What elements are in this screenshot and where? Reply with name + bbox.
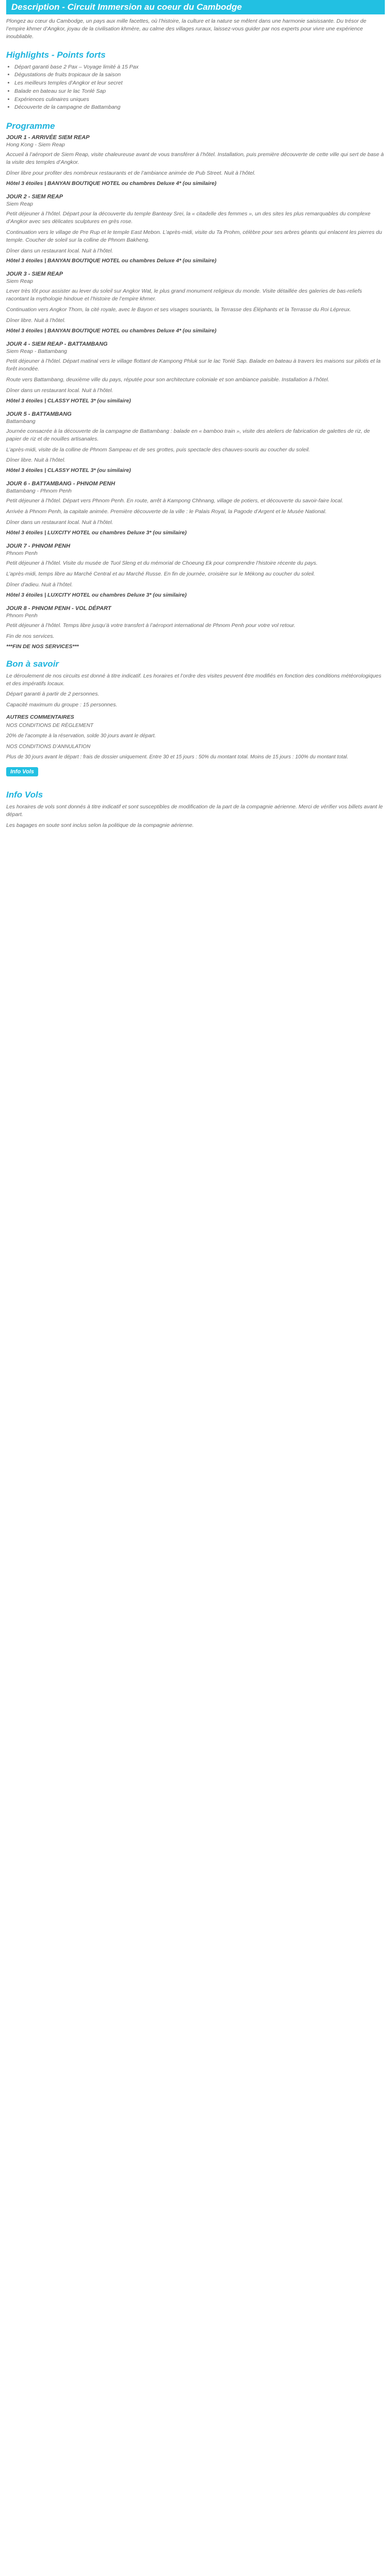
day-title: JOUR 3 - SIEM REAP xyxy=(6,271,63,278)
day-hotel: Hôtel 3 étoiles | BANYAN BOUTIQUE HOTEL ou chambres Deluxe 4* (ou similaire) xyxy=(6,328,217,334)
day-hotel: Hôtel 3 étoiles | BANYAN BOUTIQUE HOTEL ou chambres Deluxe 4* (ou similaire) xyxy=(6,258,217,264)
highlight-item: • Balade en bateau sur le lac Tonlé Sap xyxy=(14,88,385,96)
day-hotel: Hôtel 3 étoiles | LUXCITY HOTEL ou chambres Deluxe 3* (ou similaire) xyxy=(6,591,187,598)
day-block xyxy=(6,481,385,536)
highlight-item: • Dégustations de fruits tropicaux de la saison xyxy=(14,71,385,79)
program-days xyxy=(6,134,385,649)
day-block xyxy=(6,134,385,187)
day-paragraph: Dîner dans un restaurant local. Nuit à l’hôtel. xyxy=(6,247,113,254)
day-route: Battambang - Phnom Penh xyxy=(6,488,72,495)
day-route: Siem Reap - Battambang xyxy=(6,348,67,355)
day-hotel: Hôtel 3 étoiles | CLASSY HOTEL 3* (ou similaire) xyxy=(6,467,131,474)
day-paragraph: Dîner libre. Nuit à l’hôtel. xyxy=(6,317,66,324)
day-paragraph: L’après-midi, temps libre au Marché Central et au Marché Russe. En fin de journée, croisière sur le Mékong au coucher du soleil. xyxy=(6,570,315,577)
end-of-services: ***FIN DE NOS SERVICES*** xyxy=(6,643,79,650)
info-paragraph: Capacité maximum du groupe : 15 personnes. xyxy=(6,702,118,708)
day-route: Phnom Penh xyxy=(6,550,38,557)
day-hotel: Hôtel 3 étoiles | BANYAN BOUTIQUE HOTEL ou chambres Deluxe 4* (ou similaire) xyxy=(6,180,217,187)
day-title: JOUR 5 - BATTAMBANG xyxy=(6,411,72,417)
intro-text: Plongez au cœur du Cambodge, un pays aux mille facettes, où l’histoire, la culture et la nature se mêlent dans une harmonie saisissante. Du trésor de l’empire khmer d’Angkor, joyau de la civilisation khmère, au calme des villages ruraux, laissez-vous guider par nos experts pour vivre une expérience inoubliable. xyxy=(6,18,367,40)
day-block xyxy=(6,605,385,650)
info-paragraph: Le déroulement de nos circuits est donné à titre indicatif. Les horaires et l’ordre des visites peuvent être modifiés en fonction des conditions météorologiques et des impératifs locaux. xyxy=(6,672,382,687)
day-title: JOUR 8 - PHNOM PENH - VOL DÉPART xyxy=(6,605,111,612)
day-title: JOUR 6 - BATTAMBANG - PHNOM PENH xyxy=(6,481,116,487)
day-title: JOUR 2 - SIEM REAP xyxy=(6,193,63,200)
day-paragraph: Petit déjeuner à l’hôtel. Départ pour la découverte du temple Banteay Srei, la « citadelle des femmes », un des sites les plus remarquables du complexe d’Angkor avec ses délicates sculptures en grès rose. xyxy=(6,210,371,225)
day-paragraph: Dîner d’adieu. Nuit à l’hôtel. xyxy=(6,581,73,588)
highlight-item: • Expériences culinaires uniques xyxy=(14,96,385,104)
day-paragraph: Continuation vers Angkor Thom, la cité royale, avec le Bayon et ses visages souriants, la Terrasse des Éléphants et la Terrasse du Roi Lépreux. xyxy=(6,307,351,313)
day-title: JOUR 4 - SIEM REAP - BATTAMBANG xyxy=(6,341,108,348)
highlights-heading: Highlights - Points forts xyxy=(6,49,106,60)
day-paragraph: Petit déjeuner à l’hôtel. Visite du musée de Tuol Sleng et du mémorial de Choeung Ek pour comprendre l’histoire récente du pays. xyxy=(6,560,318,567)
day-route: Battambang xyxy=(6,418,36,425)
day-route: Hong Kong - Siem Reap xyxy=(6,142,65,148)
day-paragraph: Dîner dans un restaurant local. Nuit à l’hôtel. xyxy=(6,519,113,526)
conditions-item: 20% de l’acompte à la réservation, solde 30 jours avant le départ. xyxy=(6,733,156,739)
day-paragraph: Petit déjeuner à l’hôtel. Temps libre jusqu’à votre transfert à l’aéroport international de Phnom Penh pour votre vol retour. xyxy=(6,622,296,629)
page-title: Description - Circuit Immersion au coeur du Cambodge xyxy=(6,0,385,14)
day-paragraph: L’après-midi, visite de la colline de Phnom Sampeau et de ses grottes, puis spectacle des chauves-souris au coucher du soleil. xyxy=(6,446,310,453)
info-vols-button[interactable]: Info Vols xyxy=(6,767,38,776)
day-route: Siem Reap xyxy=(6,200,33,207)
conditions-item: NOS CONDITIONS D’ANNULATION xyxy=(6,743,91,750)
day-block xyxy=(6,341,385,404)
highlight-item: • Découverte de la campagne de Battambang xyxy=(14,104,385,112)
day-block xyxy=(6,543,385,598)
day-paragraph: Dîner libre pour profiter des nombreux restaurants et de l’ambiance animée de Pub Street. Nuit à l’hôtel. xyxy=(6,170,256,177)
info-paragraph: Départ garanti à partir de 2 personnes. xyxy=(6,691,100,698)
day-paragraph: Petit déjeuner à l’hôtel. Départ matinal vers le village flottant de Kampong Phluk sur le lac Tonlé Sap. Balade en bateau à travers les maisons sur pilotis et la forêt inondée. xyxy=(6,358,381,372)
day-paragraph: Journée consacrée à la découverte de la campagne de Battambang : balade en « bamboo train », visite des ateliers de fabrication de galettes de riz, de papier de riz et de nouilles artisanales. xyxy=(6,428,370,442)
day-paragraph: Petit déjeuner à l’hôtel. Départ vers Phnom Penh. En route, arrêt à Kampong Chhnang, village de potiers, et découverte du savoir-faire local. xyxy=(6,498,344,504)
program-heading: Programme xyxy=(6,121,55,131)
info-heading: Bon à savoir xyxy=(6,658,59,669)
day-paragraph: Continuation vers le village de Pre Rup et le temple East Mebon. L’après-midi, visite du Ta Prohm, célèbre pour ses arbres géants qui enlacent les pierres du temple. Coucher de soleil sur la colline de Phnom Bakheng. xyxy=(6,229,382,243)
vols-paragraph: Les bagages en soute sont inclus selon la politique de la compagnie aérienne. xyxy=(6,822,194,828)
conditions-item: NOS CONDITIONS DE RÈGLEMENT xyxy=(6,723,93,729)
day-block xyxy=(6,411,385,474)
day-paragraph: Arrivée à Phnom Penh, la capitale animée. Première découverte de la ville : le Palais Royal, la Pagode d’Argent et le Musée National. xyxy=(6,509,327,515)
day-paragraph: Fin de nos services. xyxy=(6,633,55,639)
day-block xyxy=(6,194,385,264)
day-route: Phnom Penh xyxy=(6,612,38,619)
day-block xyxy=(6,271,385,334)
day-paragraph: Lever très tôt pour assister au lever du soleil sur Angkor Wat, le plus grand monument religieux du monde. Visite détaillée des galeries de bas-reliefs racontant la mythologie hindoue et l’histoire de l’empire khmer. xyxy=(6,288,362,302)
vols-heading: Info Vols xyxy=(6,789,43,800)
conditions-item: Plus de 30 jours avant le départ : frais de dossier uniquement. Entre 30 et 15 jours : 50% du montant total. Moins de 15 jours : 100% du montant total. xyxy=(6,754,349,760)
highlight-item: • Les meilleurs temples d’Angkor et leur secret xyxy=(14,79,385,88)
day-paragraph: Dîner libre. Nuit à l’hôtel. xyxy=(6,457,66,464)
page xyxy=(0,0,391,839)
highlight-item: • Départ garanti base 2 Pax – Voyage limité à 15 Pax xyxy=(14,63,385,72)
day-title: JOUR 7 - PHNOM PENH xyxy=(6,543,71,550)
highlights-list xyxy=(6,63,385,112)
day-title: JOUR 1 - ARRIVÉE SIEM REAP xyxy=(6,134,90,141)
day-route: Siem Reap xyxy=(6,278,33,285)
day-hotel: Hôtel 3 étoiles | CLASSY HOTEL 3* (ou similaire) xyxy=(6,397,131,404)
day-paragraph: Route vers Battambang, deuxième ville du pays, réputée pour son architecture coloniale et son ambiance paisible. Installation à l’hôtel. xyxy=(6,376,330,383)
day-paragraph: Dîner dans un restaurant local. Nuit à l’hôtel. xyxy=(6,387,113,394)
day-hotel: Hôtel 3 étoiles | LUXCITY HOTEL ou chambres Deluxe 3* (ou similaire) xyxy=(6,530,187,536)
vols-paragraph: Les horaires de vols sont donnés à titre indicatif et sont susceptibles de modification de la part de la compagnie aérienne. Merci de vérifier vos billets avant le départ. xyxy=(6,803,383,818)
conditions-heading: AUTRES COMMENTAIRES xyxy=(6,714,74,721)
day-paragraph: Accueil à l’aéroport de Siem Reap, visite chaleureuse avant de vous transférer à l’hôtel. Installation, puis première découverte de cette ville qui sert de base à la visite des temples d’Angkor. xyxy=(6,151,384,166)
